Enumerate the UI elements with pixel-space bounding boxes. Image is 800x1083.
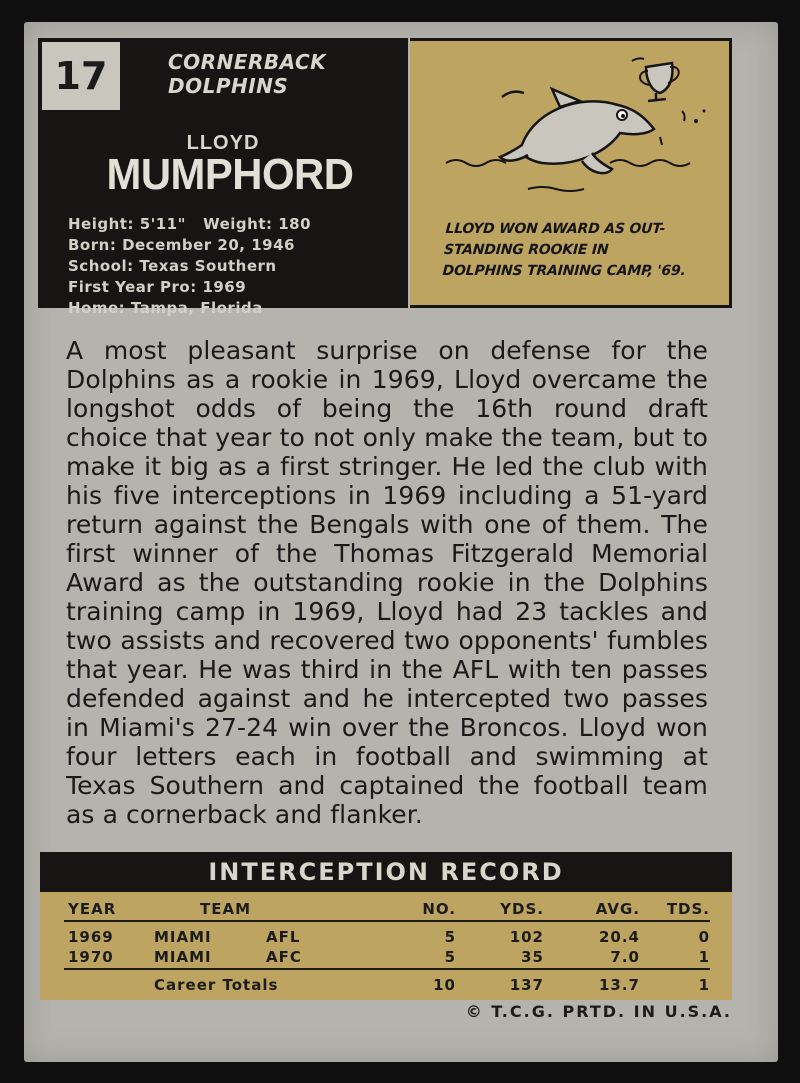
player-position: CORNERBACK bbox=[168, 50, 327, 74]
height-value: 5'11" bbox=[139, 215, 186, 233]
totals-yds: 137 bbox=[509, 976, 544, 994]
first-year-value: 1969 bbox=[202, 278, 247, 296]
row-no: 5 bbox=[444, 928, 456, 946]
player-biography-text: A most pleasant surprise on defense for the Dolphins as a rookie in 1969, Lloyd overcame the longshot odds of being the 16th round draft choice that year to not only make the team, but to make it big as a first stringer. He led the club with his five interceptions in 1969 including a 51-yard return against the Bengals with one of them. The first winner of the Thomas Fitzgerald Memorial Award as the outstanding rookie in the Dolphins training camp in 1969, Lloyd had 23 tackles and two assists and recovered two opponents' fumbles that year. He was third in the AFL with ten passes defended against and he intercepted two passes in Miami's 27-24 win over the Broncos. Lloyd won four letters each in football and swimming at Texas Southern and captained the football team as a cornerback and flanker. bbox=[66, 336, 708, 829]
row-yds: 102 bbox=[509, 928, 544, 946]
bio-first-year bbox=[68, 277, 311, 298]
height-label: Height: bbox=[68, 215, 134, 233]
interception-record-table bbox=[40, 892, 732, 1000]
cartoon-panel bbox=[410, 38, 732, 308]
totals-label: Career Totals bbox=[154, 976, 279, 994]
row-league: AFC bbox=[266, 948, 302, 966]
row-team: MIAMI bbox=[154, 928, 212, 946]
record-title: INTERCEPTION RECORD bbox=[40, 852, 732, 892]
row-league: AFL bbox=[266, 928, 301, 946]
col-header-team: TEAM bbox=[200, 900, 252, 918]
header-rule bbox=[64, 920, 710, 922]
position-team bbox=[168, 50, 326, 98]
row-year: 1969 bbox=[68, 928, 114, 946]
weight-label: Weight: bbox=[203, 215, 273, 233]
totals-rule bbox=[64, 968, 710, 970]
caption-line: LLOYD WON AWARD AS OUT- bbox=[444, 221, 666, 237]
row-tds: 0 bbox=[698, 928, 710, 946]
born-value: December 20, 1946 bbox=[122, 236, 295, 254]
col-header-tds: TDS. bbox=[666, 900, 710, 918]
player-first-name: LLOYD bbox=[186, 132, 260, 154]
col-header-year: YEAR bbox=[68, 900, 117, 918]
bio-school bbox=[68, 256, 311, 277]
totals-no: 10 bbox=[433, 976, 456, 994]
row-avg: 20.4 bbox=[598, 928, 640, 946]
row-avg: 7.0 bbox=[610, 948, 640, 966]
home-label: Home: bbox=[68, 299, 126, 317]
player-team: DOLPHINS bbox=[168, 74, 289, 98]
player-bio bbox=[68, 214, 311, 319]
totals-avg: 13.7 bbox=[598, 976, 640, 994]
home-value: Tampa, Florida bbox=[130, 299, 263, 317]
bio-born bbox=[68, 235, 311, 256]
school-label: School: bbox=[68, 257, 134, 275]
player-last-name: MUMPHORD bbox=[106, 150, 354, 199]
player-header-panel bbox=[38, 38, 408, 317]
row-no: 5 bbox=[444, 948, 456, 966]
row-yds: 35 bbox=[521, 948, 544, 966]
copyright-footer: © T.C.G. PRTD. IN U.S.A. bbox=[465, 1002, 732, 1021]
col-header-no: NO. bbox=[422, 900, 456, 918]
bio-height-weight bbox=[68, 214, 311, 235]
school-value: Texas Southern bbox=[139, 257, 277, 275]
trading-card-back bbox=[24, 22, 778, 1062]
row-team: MIAMI bbox=[154, 948, 212, 966]
col-header-yds: YDS. bbox=[500, 900, 544, 918]
col-header-avg: AVG. bbox=[595, 900, 640, 918]
born-label: Born: bbox=[68, 236, 117, 254]
row-tds: 1 bbox=[698, 948, 710, 966]
totals-tds: 1 bbox=[698, 976, 710, 994]
weight-value: 180 bbox=[278, 215, 312, 233]
caption-line: STANDING ROOKIE IN bbox=[443, 242, 610, 258]
row-year: 1970 bbox=[68, 948, 114, 966]
caption-line: DOLPHINS TRAINING CAMP, '69. bbox=[442, 263, 687, 279]
card-number: 17 bbox=[42, 42, 120, 110]
first-year-label: First Year Pro: bbox=[68, 278, 197, 296]
cartoon-caption bbox=[442, 219, 689, 282]
bio-home bbox=[68, 298, 311, 319]
